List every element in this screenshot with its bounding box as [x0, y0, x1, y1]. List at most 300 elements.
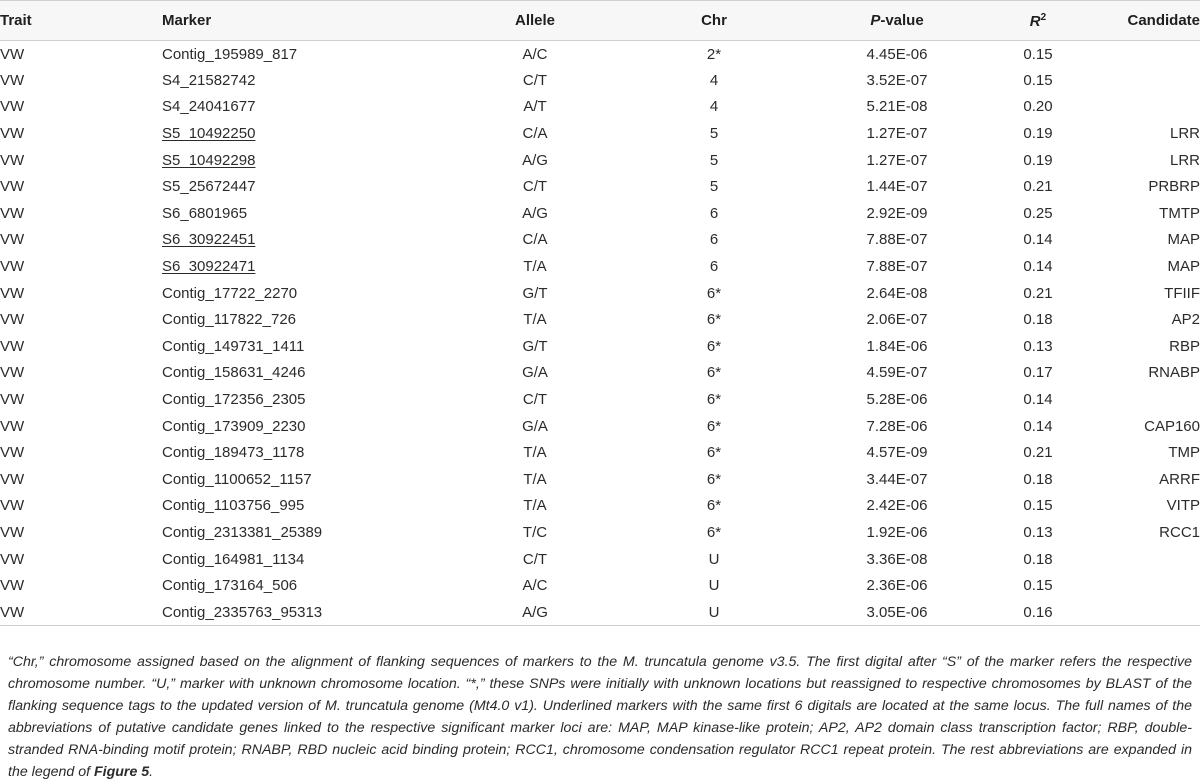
candidate-cell-text: TMP — [1168, 444, 1200, 462]
candidate-cell — [1102, 333, 1200, 360]
table-row — [0, 439, 1200, 466]
r2-cell-text: 0.15 — [1023, 45, 1053, 63]
r2-cell — [974, 67, 1102, 94]
trait-cell-text: VW — [0, 71, 25, 89]
marker-cell — [162, 173, 462, 200]
header-candidate: Candidate — [1127, 12, 1200, 29]
allele-cell-text: G/T — [522, 337, 548, 355]
chr-cell — [608, 466, 820, 493]
allele-cell-text: A/G — [522, 603, 548, 621]
p-value-cell-text: 4.59E-07 — [866, 364, 928, 382]
header-r2 — [974, 1, 1102, 41]
allele-cell — [462, 306, 608, 333]
marker-cell — [162, 519, 462, 546]
chr-cell-text: 6* — [706, 523, 722, 541]
allele-cell-text: T/A — [523, 444, 547, 462]
header-p-letter: P — [870, 12, 881, 29]
marker-cell — [162, 67, 462, 94]
marker-cell-text: Contig_173164_506 — [162, 577, 298, 595]
chr-cell-text: 6* — [706, 391, 722, 409]
trait-cell-text: VW — [0, 603, 25, 621]
marker-cell-text: Contig_2313381_25389 — [162, 523, 323, 541]
p-value-cell-text: 3.36E-08 — [866, 550, 928, 568]
allele-cell-text: T/C — [522, 523, 548, 541]
table-body — [0, 41, 1200, 626]
r2-cell-text: 0.16 — [1023, 603, 1053, 621]
trait-cell-text: VW — [0, 417, 25, 435]
chr-cell-text: U — [708, 577, 720, 595]
trait-cell — [0, 572, 162, 599]
header-p-suffix: -value — [880, 12, 924, 29]
p-value-cell — [820, 41, 974, 68]
chr-cell-text: U — [708, 550, 720, 568]
trait-cell-text: VW — [0, 284, 25, 302]
allele-cell-text: G/A — [522, 364, 548, 382]
marker-cell — [162, 546, 462, 573]
p-value-cell-text: 3.44E-07 — [866, 470, 928, 488]
p-value-cell — [820, 306, 974, 333]
table-row — [0, 413, 1200, 440]
r2-cell — [974, 306, 1102, 333]
chr-cell — [608, 333, 820, 360]
p-value-cell — [820, 67, 974, 94]
trait-cell-text: VW — [0, 444, 25, 462]
chr-cell — [608, 599, 820, 626]
r2-cell-text: 0.18 — [1023, 550, 1053, 568]
chr-cell — [608, 253, 820, 280]
candidate-cell — [1102, 120, 1200, 147]
table-row — [0, 41, 1200, 68]
chr-cell-text: 6* — [706, 417, 722, 435]
candidate-cell — [1102, 147, 1200, 174]
marker-cell-text: S4_24041677 — [162, 98, 256, 116]
candidate-cell-text: AP2 — [1171, 311, 1200, 329]
r2-cell-text: 0.14 — [1023, 258, 1053, 276]
table-row — [0, 599, 1200, 626]
header-r-letter: R — [1029, 12, 1041, 30]
candidate-cell — [1102, 306, 1200, 333]
trait-cell — [0, 413, 162, 440]
marker-cell — [162, 280, 462, 307]
footnote-text: “Chr,” chromosome assigned based on the alignment of flanking sequences of markers to the M. truncatula genome v3.5. The first digital after “S” of the marker refers the respective chromosome number. “U,” marker with unknown chromosome location. “*,” these SNPs were initially with unknown locations but reassigned to respective chromosomes by BLAST of the flanking sequence tags to the updated version of M. truncatula genome (Mt4.0 v1). Underlined markers with the same first 6 digitals are located at the same locus. The full names of the abbreviations of putative candidate genes linked to the respective significant marker loci are: MAP, MAP kinase-like protein; AP2, AP2 domain class transcription factor; RBP, double-stranded RNA-binding motif protein; RNABP, RBD nucleic acid binding protein; RCC1, chromosome condensation regulator RCC1 repeat protein. The rest abbreviations are expanded in the legend of — [8, 654, 1192, 780]
allele-cell-text: C/T — [522, 178, 548, 196]
table-row — [0, 120, 1200, 147]
trait-cell-text: VW — [0, 151, 25, 169]
chr-cell — [608, 41, 820, 68]
allele-cell — [462, 413, 608, 440]
p-value-cell — [820, 253, 974, 280]
r2-cell — [974, 519, 1102, 546]
marker-cell — [162, 227, 462, 254]
marker-cell-text: S6_30922451 — [162, 231, 256, 249]
allele-cell — [462, 280, 608, 307]
chr-cell-text: 6 — [709, 258, 719, 276]
chr-cell-text: 6* — [706, 444, 722, 462]
marker-cell — [162, 572, 462, 599]
marker-cell — [162, 41, 462, 68]
trait-cell — [0, 41, 162, 68]
header-marker: Marker — [162, 12, 212, 29]
candidate-cell — [1102, 41, 1200, 68]
footnote-end: . — [149, 764, 154, 780]
table-row — [0, 333, 1200, 360]
trait-cell-text: VW — [0, 364, 25, 382]
r2-cell-text: 0.14 — [1023, 391, 1053, 409]
p-value-cell-text: 2.06E-07 — [866, 311, 928, 329]
trait-cell-text: VW — [0, 125, 25, 143]
candidate-cell — [1102, 439, 1200, 466]
candidate-cell — [1102, 94, 1200, 121]
chr-cell-text: 6 — [709, 204, 719, 222]
chr-cell-text: 6* — [706, 311, 722, 329]
trait-cell — [0, 386, 162, 413]
header-row — [0, 1, 1200, 41]
p-value-cell-text: 1.27E-07 — [866, 151, 928, 169]
p-value-cell-text: 3.52E-07 — [866, 71, 928, 89]
trait-cell-text: VW — [0, 204, 25, 222]
trait-cell — [0, 306, 162, 333]
r2-cell — [974, 94, 1102, 121]
p-value-cell-text: 1.92E-06 — [866, 523, 928, 541]
candidate-cell — [1102, 227, 1200, 254]
chr-cell-text: 5 — [709, 178, 719, 196]
chr-cell-text: 6* — [706, 337, 722, 355]
trait-cell — [0, 173, 162, 200]
p-value-cell — [820, 599, 974, 626]
allele-cell-text: T/A — [523, 258, 547, 276]
marker-cell-text: Contig_189473_1178 — [162, 444, 305, 462]
candidate-cell — [1102, 466, 1200, 493]
r2-cell-text: 0.14 — [1023, 231, 1053, 249]
table-row — [0, 572, 1200, 599]
marker-cell-text: S5_10492250 — [162, 125, 256, 143]
marker-cell-text: Contig_173909_2230 — [162, 417, 306, 435]
allele-cell — [462, 333, 608, 360]
marker-cell — [162, 333, 462, 360]
allele-cell — [462, 386, 608, 413]
p-value-cell-text: 2.92E-09 — [866, 204, 928, 222]
r2-cell-text: 0.20 — [1023, 98, 1053, 116]
chr-cell — [608, 572, 820, 599]
p-value-cell — [820, 466, 974, 493]
trait-cell-text: VW — [0, 391, 25, 409]
marker-cell — [162, 413, 462, 440]
chr-cell-text: 2* — [706, 45, 722, 63]
trait-cell — [0, 253, 162, 280]
r2-cell-text: 0.21 — [1023, 284, 1053, 302]
candidate-cell — [1102, 493, 1200, 520]
chr-cell — [608, 386, 820, 413]
r2-cell — [974, 280, 1102, 307]
chr-cell-text: 5 — [709, 151, 719, 169]
table-row — [0, 200, 1200, 227]
marker-cell-text: Contig_1100652_1157 — [162, 470, 312, 488]
header-chr: Chr — [701, 12, 727, 29]
p-value-cell-text: 5.28E-06 — [866, 391, 928, 409]
r2-cell — [974, 41, 1102, 68]
chr-cell-text: 6* — [706, 470, 722, 488]
p-value-cell-text: 7.28E-06 — [866, 417, 928, 435]
candidate-cell-text: MAP — [1167, 231, 1200, 249]
p-value-cell-text: 2.42E-06 — [866, 497, 928, 515]
p-value-cell — [820, 94, 974, 121]
p-value-cell — [820, 386, 974, 413]
marker-cell-text: Contig_2335763_95313 — [162, 603, 323, 621]
trait-cell-text: VW — [0, 98, 25, 116]
p-value-cell-text: 1.44E-07 — [866, 178, 928, 196]
trait-cell — [0, 227, 162, 254]
trait-cell-text: VW — [0, 337, 25, 355]
table-header — [0, 1, 1200, 41]
candidate-cell-text: RCC1 — [1159, 523, 1200, 541]
candidate-cell — [1102, 572, 1200, 599]
marker-cell-text: S4_21582742 — [162, 71, 256, 89]
candidate-cell-text: RBP — [1169, 337, 1200, 355]
header-r-sup: 2 — [1040, 11, 1047, 23]
marker-cell-text: Contig_17722_2270 — [162, 284, 298, 302]
p-value-cell — [820, 227, 974, 254]
chr-cell — [608, 413, 820, 440]
allele-cell — [462, 41, 608, 68]
r2-cell — [974, 173, 1102, 200]
marker-cell — [162, 200, 462, 227]
marker-cell — [162, 493, 462, 520]
allele-cell — [462, 147, 608, 174]
r2-cell — [974, 386, 1102, 413]
p-value-cell-text: 1.84E-06 — [866, 337, 928, 355]
header-allele: Allele — [514, 12, 556, 29]
allele-cell-text: A/G — [522, 204, 548, 222]
candidate-cell-text: LRR — [1169, 125, 1200, 143]
trait-cell-text: VW — [0, 258, 25, 276]
r2-cell-text: 0.21 — [1023, 444, 1053, 462]
chr-cell — [608, 306, 820, 333]
p-value-cell-text: 2.64E-08 — [866, 284, 928, 302]
candidate-cell — [1102, 67, 1200, 94]
chr-cell-text: U — [708, 603, 720, 621]
allele-cell — [462, 439, 608, 466]
footnote-figure-ref: Figure 5 — [93, 764, 150, 780]
marker-cell — [162, 386, 462, 413]
r2-cell-text: 0.15 — [1023, 497, 1053, 515]
r2-cell — [974, 253, 1102, 280]
table-row — [0, 227, 1200, 254]
table-footnote — [8, 651, 1192, 783]
r2-cell — [974, 466, 1102, 493]
chr-cell — [608, 546, 820, 573]
trait-cell — [0, 94, 162, 121]
candidate-cell-text: CAP160 — [1144, 417, 1200, 435]
chr-cell — [608, 200, 820, 227]
candidate-cell — [1102, 360, 1200, 387]
marker-cell-text: Contig_172356_2305 — [162, 391, 306, 409]
chr-cell — [608, 227, 820, 254]
allele-cell — [462, 360, 608, 387]
candidate-cell — [1102, 546, 1200, 573]
chr-cell-text: 4 — [709, 71, 719, 89]
trait-cell — [0, 360, 162, 387]
table-row — [0, 493, 1200, 520]
p-value-cell-text: 7.88E-07 — [866, 258, 928, 276]
table-row — [0, 94, 1200, 121]
r2-cell-text: 0.25 — [1023, 204, 1053, 222]
allele-cell-text: A/C — [522, 45, 548, 63]
p-value-cell — [820, 519, 974, 546]
marker-cell-text: Contig_158631_4246 — [162, 364, 306, 382]
marker-cell-text: S5_10492298 — [162, 151, 256, 169]
marker-cell — [162, 306, 462, 333]
marker-cell-text: S6_30922471 — [162, 258, 256, 276]
r2-cell — [974, 333, 1102, 360]
table-row — [0, 466, 1200, 493]
table-row — [0, 360, 1200, 387]
candidate-cell — [1102, 599, 1200, 626]
trait-cell-text: VW — [0, 523, 25, 541]
chr-cell-text: 4 — [709, 98, 719, 116]
trait-cell — [0, 200, 162, 227]
p-value-cell-text: 4.57E-09 — [866, 444, 928, 462]
marker-cell-text: Contig_195989_817 — [162, 45, 298, 63]
p-value-cell — [820, 333, 974, 360]
marker-cell — [162, 253, 462, 280]
trait-cell — [0, 280, 162, 307]
chr-cell — [608, 147, 820, 174]
r2-cell — [974, 200, 1102, 227]
p-value-cell — [820, 360, 974, 387]
chr-cell — [608, 493, 820, 520]
trait-cell-text: VW — [0, 550, 25, 568]
header-p-value — [820, 1, 974, 41]
table-row — [0, 67, 1200, 94]
table-row — [0, 519, 1200, 546]
trait-cell — [0, 147, 162, 174]
r2-cell — [974, 599, 1102, 626]
marker-cell-text: Contig_164981_1134 — [162, 550, 305, 568]
r2-cell-text: 0.21 — [1023, 178, 1053, 196]
allele-cell — [462, 94, 608, 121]
trait-cell — [0, 519, 162, 546]
candidate-cell-text: LRR — [1169, 151, 1200, 169]
marker-cell-text: S6_6801965 — [162, 204, 248, 222]
chr-cell-text: 6* — [706, 284, 722, 302]
r2-cell — [974, 413, 1102, 440]
marker-cell — [162, 439, 462, 466]
trait-cell-text: VW — [0, 45, 25, 63]
r2-cell-text: 0.13 — [1023, 337, 1053, 355]
allele-cell — [462, 67, 608, 94]
p-value-cell — [820, 120, 974, 147]
trait-cell — [0, 466, 162, 493]
p-value-cell — [820, 147, 974, 174]
table-row — [0, 173, 1200, 200]
candidate-cell-text: VITP — [1166, 497, 1200, 515]
chr-cell — [608, 280, 820, 307]
trait-cell — [0, 439, 162, 466]
trait-cell — [0, 493, 162, 520]
trait-cell-text: VW — [0, 231, 25, 249]
table-row — [0, 306, 1200, 333]
chr-cell-text: 5 — [709, 125, 719, 143]
r2-cell-text: 0.18 — [1023, 470, 1053, 488]
candidate-cell-text: TFIIF — [1164, 284, 1200, 302]
candidate-cell — [1102, 519, 1200, 546]
header-trait: Trait — [0, 12, 32, 29]
allele-cell-text: C/A — [522, 125, 548, 143]
allele-cell — [462, 546, 608, 573]
r2-cell — [974, 572, 1102, 599]
candidate-cell — [1102, 413, 1200, 440]
trait-cell-text: VW — [0, 577, 25, 595]
r2-cell-text: 0.13 — [1023, 523, 1053, 541]
candidate-cell — [1102, 200, 1200, 227]
marker-cell — [162, 466, 462, 493]
chr-cell — [608, 67, 820, 94]
allele-cell — [462, 493, 608, 520]
r2-cell-text: 0.19 — [1023, 151, 1053, 169]
candidate-cell — [1102, 280, 1200, 307]
trait-cell — [0, 120, 162, 147]
allele-cell — [462, 173, 608, 200]
p-value-cell-text: 2.36E-06 — [866, 577, 928, 595]
allele-cell — [462, 253, 608, 280]
allele-cell-text: C/T — [522, 550, 548, 568]
marker-cell-text: Contig_117822_726 — [162, 311, 297, 329]
trait-cell — [0, 67, 162, 94]
p-value-cell-text: 1.27E-07 — [866, 125, 928, 143]
allele-cell-text: T/A — [523, 470, 547, 488]
r2-cell-text: 0.14 — [1023, 417, 1053, 435]
chr-cell-text: 6* — [706, 364, 722, 382]
trait-cell-text: VW — [0, 178, 25, 196]
trait-cell-text: VW — [0, 311, 25, 329]
chr-cell-text: 6* — [706, 497, 722, 515]
marker-cell — [162, 360, 462, 387]
p-value-cell — [820, 572, 974, 599]
r2-cell-text: 0.19 — [1023, 125, 1053, 143]
chr-cell — [608, 120, 820, 147]
trait-cell — [0, 599, 162, 626]
r2-cell — [974, 546, 1102, 573]
allele-cell-text: G/A — [522, 417, 548, 435]
p-value-cell — [820, 280, 974, 307]
chr-cell — [608, 439, 820, 466]
p-value-cell-text: 7.88E-07 — [866, 231, 928, 249]
r2-cell-text: 0.15 — [1023, 71, 1053, 89]
chr-cell-text: 6 — [709, 231, 719, 249]
allele-cell-text: A/C — [522, 577, 548, 595]
p-value-cell — [820, 439, 974, 466]
allele-cell — [462, 120, 608, 147]
allele-cell-text: T/A — [523, 497, 547, 515]
allele-cell — [462, 466, 608, 493]
p-value-cell — [820, 413, 974, 440]
p-value-cell — [820, 546, 974, 573]
r2-cell — [974, 439, 1102, 466]
candidate-cell-text: PRBRP — [1148, 178, 1200, 196]
chr-cell — [608, 360, 820, 387]
marker-cell — [162, 147, 462, 174]
r2-cell-text: 0.15 — [1023, 577, 1053, 595]
p-value-cell-text: 4.45E-06 — [866, 45, 928, 63]
trait-cell-text: VW — [0, 497, 25, 515]
table-row — [0, 386, 1200, 413]
allele-cell-text: C/A — [522, 231, 548, 249]
candidate-cell-text: ARRF — [1159, 470, 1200, 488]
allele-cell — [462, 519, 608, 546]
p-value-cell — [820, 493, 974, 520]
allele-cell-text: T/A — [523, 311, 547, 329]
r2-cell — [974, 120, 1102, 147]
